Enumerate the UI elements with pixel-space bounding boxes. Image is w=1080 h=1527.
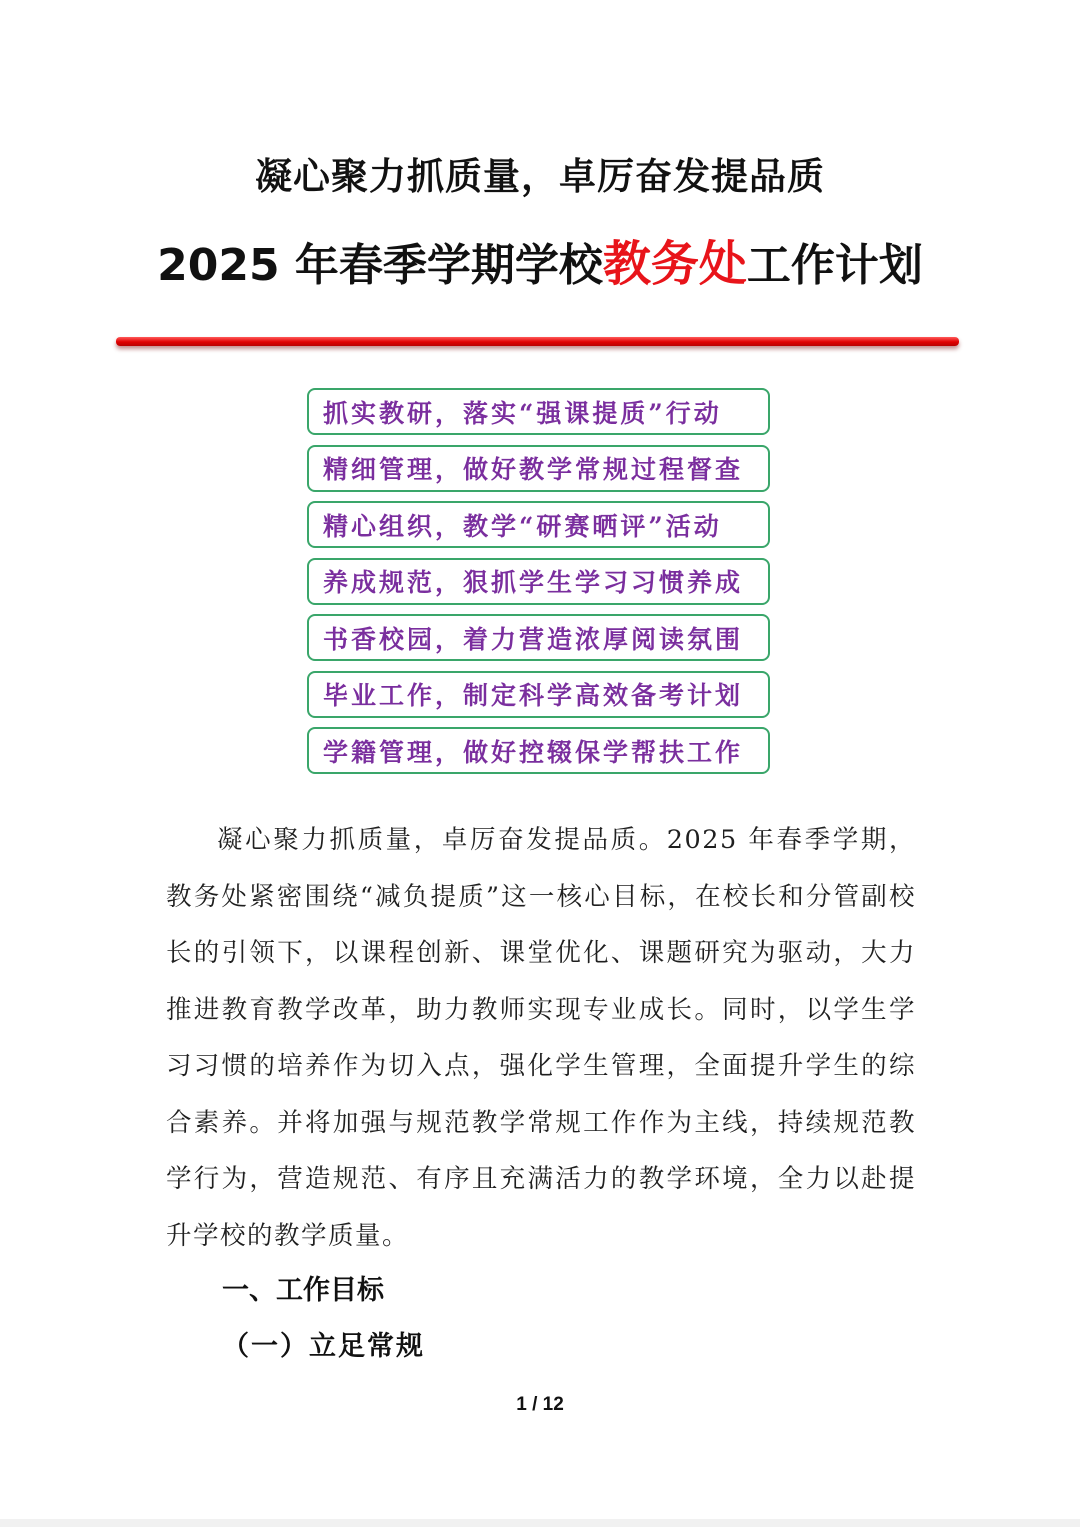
banner-item: 学籍管理，做好控辍保学帮扶工作 xyxy=(307,727,770,774)
title-prefix: 2025 年春季学期学校 xyxy=(157,240,603,291)
title-highlight: 教务处 xyxy=(602,236,747,292)
page-number: 1 / 12 xyxy=(516,1394,564,1415)
sub-heading: （一）立足常规 xyxy=(222,1331,425,1362)
section-heading: 一、工作目标 xyxy=(222,1275,384,1306)
banner-item: 精细管理，做好教学常规过程督查 xyxy=(307,445,770,492)
banner-item: 精心组织，教学“研赛晒评”活动 xyxy=(307,501,770,548)
intro-paragraph: 凝心聚力抓质量，卓厉奋发提品质。2025 年春季学期，教务处紧密围绕“减负提质”这一核心目标，在校长和分管副校长的引领下，以课程创新、课堂优化、课题研究为驱动，大力推进教育教学改革，助力教师实现专业成长。同时，以学生学习习惯的培养作为切入点，强化学生管理，全面提升学生的综合素养。并将加强与规范教学常规工作作为主线，持续规范教学行为，营造规范、有序且充满活力的教学环境，全力以赴提升学校的教学质量。 xyxy=(166,825,916,1251)
banner-item: 书香校园，着力营造浓厚阅读氛围 xyxy=(307,614,770,661)
banner-item: 养成规范，狠抓学生学习习惯养成 xyxy=(307,558,770,605)
page-bottom-edge xyxy=(0,1519,1080,1527)
document-title-line1: 凝心聚力抓质量，卓厉奋发提品质 xyxy=(255,155,825,198)
banner-list xyxy=(307,388,770,784)
title-suffix: 工作计划 xyxy=(746,240,923,291)
red-divider xyxy=(116,337,959,346)
banner-item: 毕业工作，制定科学高效备考计划 xyxy=(307,671,770,718)
banner-item: 抓实教研，落实“强课提质”行动 xyxy=(307,388,770,435)
document-title-line2 xyxy=(0,234,1080,296)
